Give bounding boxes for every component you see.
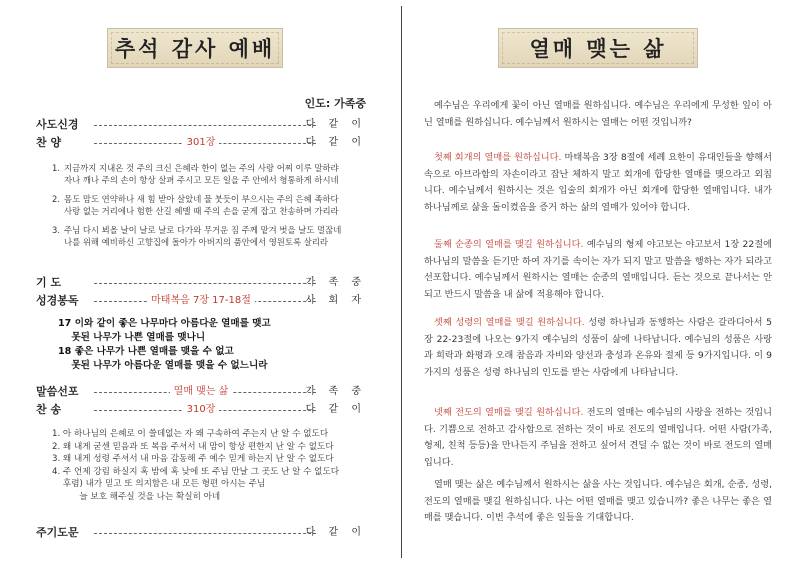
order-row-lords-prayer — [36, 525, 366, 541]
leader-line: 인도: 가족중 — [304, 97, 366, 110]
hymn-verse: 3. 주님 다시 뵈올 날이 날로 날로 다가와 무거운 짐 주께 맡겨 벗을 날도 멀잖네 나를 위해 예비하신 고향집에 돌아가 아버지의 품안에서 영원토록 살리라 — [52, 225, 342, 247]
order-label: 기 도 — [36, 276, 62, 289]
verse-line: 못된 나무가 아름다운 열매를 맺을 수 없느니라 — [58, 360, 268, 371]
order-label: 찬 송 — [36, 403, 62, 416]
order-label: 찬 양 — [36, 136, 62, 149]
order-detail: 301장 — [183, 137, 220, 148]
hymn-line: 2. 왜 내게 굳센 믿음과 또 복음 주셔서 내 맘이 항상 편한지 난 알 수 없도다 — [52, 441, 334, 452]
order-row-praise — [36, 135, 366, 151]
order-person: 다 같 이 — [305, 527, 366, 538]
order-label: 주기도문 — [36, 526, 79, 539]
sermon-paragraph: 셋째 성령의 열매를 맺길 원하십니다. 성령 하나님과 동행하는 사람은 갈라디아서 5장 22-23절에 나오는 9가지 예수님의 성품이 삶에 나타납니다. 예수님의 성품은 사랑과 희락과 화평과 오래 참음과 자비와 양선과 충성과 온유와 절제 등 9가지입니다. 이 9가지의 성품은 성령 하나님의 인도를 받는 사람에게 나타납니다. — [424, 317, 772, 378]
order-person: 가 족 중 — [305, 386, 366, 397]
worship-title: 추석 감사 예배 — [114, 37, 276, 61]
order-row-creed — [36, 117, 366, 133]
order-label: 사도신경 — [36, 118, 79, 131]
hymn-line: 후렴) 내가 믿고 또 의지함은 내 모든 형편 아시는 주님 — [52, 479, 266, 490]
hymn-verse: 1. 지금까지 지내온 것 주의 크신 은혜라 한이 없는 주의 사랑 어찌 이루 말하랴 자나 깨나 주의 손이 항상 살펴 주시고 모든 일을 주 안에서 형통하게 하시네 — [52, 163, 339, 185]
verse-line: 18 좋은 나무가 나쁜 열매를 맺을 수 없고 — [58, 346, 234, 357]
order-row-prayer — [36, 275, 366, 291]
worship-title-banner — [107, 28, 283, 68]
verse-line: 17 이와 같이 좋은 나무마다 아름다운 열매를 맺고 — [58, 318, 271, 329]
order-label: 말씀선포 — [36, 385, 79, 398]
order-person: 다 같 이 — [305, 119, 366, 130]
verse-line: 못된 나무가 나쁜 열매를 맺나니 — [58, 332, 206, 343]
sermon-paragraph: 열매 맺는 삶은 예수님께서 원하시는 삶을 사는 것입니다. 예수님은 회개, 순종, 성령, 전도의 열매를 맺길 원하십니다. 나는 어떤 열매를 맺고 있습니까? 좋은 나무는 좋은 열매를 맺습니다. 이번 추석에 좋은 일들을 기대합니다. — [424, 479, 772, 524]
hymn-line: 3. 왜 내게 성령 주셔서 내 마음 감동해 주 예수 믿게 하는지 난 알 수 없도다 — [52, 454, 334, 465]
point-heading: 둘째 순종의 열매를 맺길 원하십니다. — [434, 239, 584, 250]
order-detail: 마태복음 7장 17-18절 — [147, 295, 255, 306]
hymn-line: 늘 보호 해주실 것을 나는 확실히 아네 — [52, 491, 221, 502]
point-heading: 첫째 회개의 열매를 원하십니다. — [434, 152, 562, 163]
order-label: 성경봉독 — [36, 294, 79, 307]
hymn-line: 4. 주 언제 강림 하실지 혹 밤에 혹 낮에 또 주님 만날 그 곳도 난 알 수 없도다 — [52, 466, 340, 477]
scripture-verses — [58, 317, 378, 373]
page-divider — [401, 6, 402, 558]
sermon-title: 열매 맺는 삶 — [529, 37, 667, 61]
hymn-line: 1. 아 하나님의 은혜로 이 쓸데없는 자 왜 구속하여 주는지 난 알 수 없도다 — [52, 429, 329, 439]
hymn-verse: 2. 몸도 맘도 연약하나 새 힘 받아 살았네 물 붓듯이 부으시는 주의 은혜 족하다 사랑 없는 거리에나 험한 산길 헤맬 때 주의 손을 굳게 잡고 찬송하며 가리라 — [52, 194, 339, 216]
order-row-hymn — [36, 402, 366, 418]
order-row-sermon — [36, 384, 366, 400]
order-person: 사 회 자 — [305, 295, 366, 306]
order-row-scripture — [36, 293, 366, 309]
order-detail: 열매 맺는 삶 — [170, 386, 233, 397]
order-person: 다 같 이 — [305, 137, 366, 148]
order-person: 다 같 이 — [305, 404, 366, 415]
sermon-paragraph: 첫째 회개의 열매를 원하십니다. 마태복음 3장 8절에 세례 요한이 유대인들을 향해서 속으로 아브라함의 자손이라고 잡난 체하지 말고 회개에 합당한 열매를 맺으라고 외칩니다. 예수님께서 원하시는 것은 입술의 회개가 아닌 회개에 합당한 열매입니다. 내가 하나님께로 삶을 돌이켰음을 증거 하는 삶의 열매가 있어야 합니다. — [424, 152, 772, 213]
sermon-paragraph: 넷째 전도의 열매를 맺길 원하십니다. 전도의 열매는 예수님의 사랑을 전하는 것입니다. 기쁨으로 전하고 감사함으로 전하는 것이 바로 전도의 열매입니다. 어떤 사람(가족, 형제, 친척 등등)을 만나든지 주님을 전하고 싶어서 견딜 수 없는 것이 바로 전도의 열매입니다. — [424, 407, 772, 468]
hymn-310-lyrics — [52, 428, 372, 504]
point-heading: 넷째 전도의 열매를 맺길 원하십니다. — [434, 407, 584, 418]
point-heading: 셋째 성령의 열매를 맺길 원하십니다. — [434, 317, 585, 328]
sermon-paragraph: 예수님은 우리에게 꽃이 아닌 열매를 원하십니다. 예수님은 우리에게 무성한 잎이 아닌 열매를 원하십니다. 예수님께서 원하시는 열매는 어떤 것입니까? — [424, 100, 772, 128]
sermon-title-banner — [498, 28, 698, 68]
sermon-paragraph: 둘째 순종의 열매를 맺길 원하십니다. 예수님의 형제 야고보는 야고보서 1장 22절에 하나님의 말씀을 듣기만 하여 자기를 속이는 자가 되지 말고 말씀을 행하는 자가 되라고 선포합니다. 예수님께서 원하시는 열매는 순종의 열매입니다. 듣는 것으로 끝나서는 안 되고 반드시 말씀을 내 삶에 적용해야 합니다. — [424, 239, 773, 300]
order-detail: 310장 — [183, 404, 220, 415]
order-person: 가 족 중 — [305, 277, 366, 288]
hymn-301-lyrics — [52, 163, 372, 256]
